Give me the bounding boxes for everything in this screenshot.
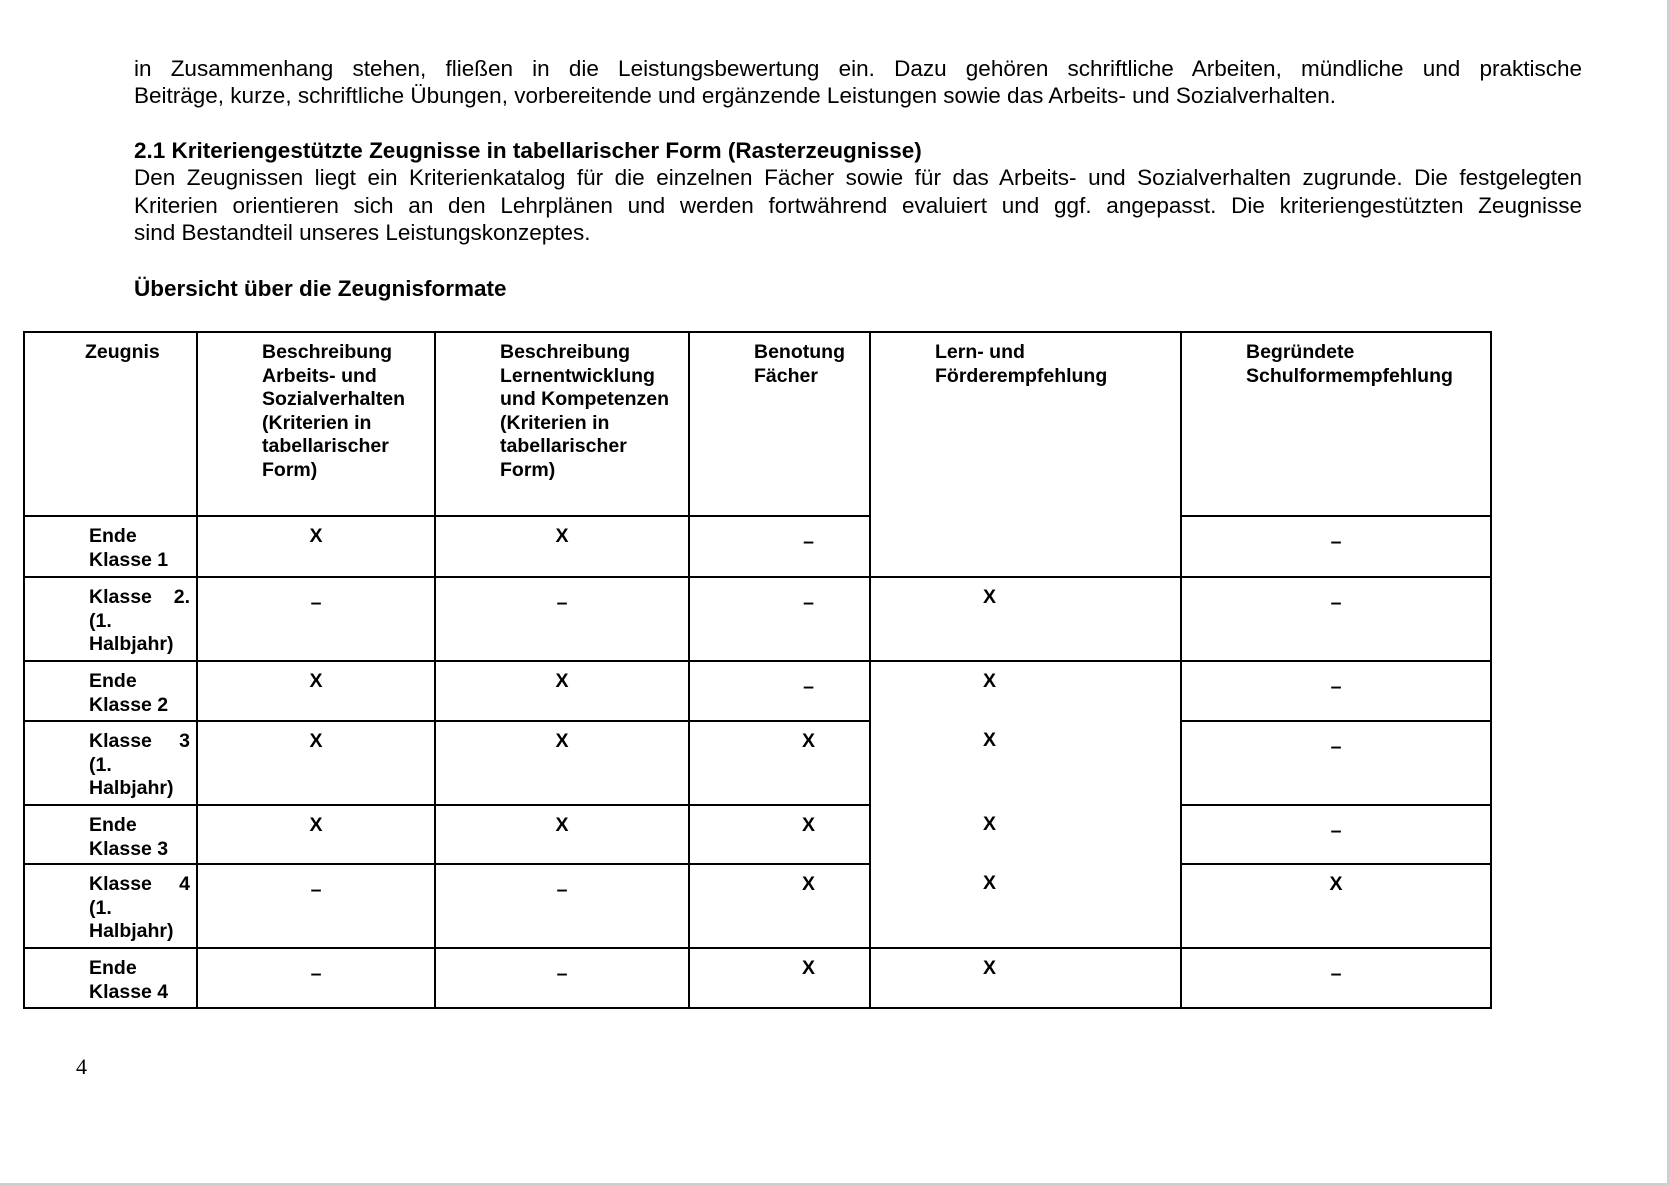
table-cell (1181, 661, 1491, 721)
overview-heading-block (134, 275, 1582, 302)
column-header (24, 332, 197, 516)
header-text-line: tabellarischer (500, 435, 627, 458)
table-cell (689, 721, 870, 805)
row-label-line: Klasse 2 (89, 693, 169, 716)
header-text-line: Lernentwicklung (500, 364, 655, 387)
not-applicable-dash: – (310, 879, 322, 901)
table-row (24, 805, 1491, 864)
table-cell (435, 948, 689, 1008)
row-label (24, 805, 197, 864)
not-applicable-dash: – (1330, 736, 1342, 758)
check-mark-x: X (983, 670, 997, 692)
check-mark-x: X (309, 525, 323, 547)
header-text-line: Zeugnis (85, 341, 160, 363)
check-mark-x: X (983, 872, 997, 894)
table-cell (1181, 577, 1491, 661)
check-mark-x: X (983, 957, 997, 979)
not-applicable-dash: – (1330, 820, 1342, 842)
row-label (24, 864, 197, 948)
table-cell (1181, 721, 1491, 805)
table-cell (435, 721, 689, 805)
table-cell (197, 805, 435, 864)
table-cell (435, 516, 689, 577)
row-label-line: Klasse 4 (89, 873, 190, 895)
header-text-line: Form) (500, 458, 556, 481)
table-cell (870, 721, 1181, 805)
table-cell (689, 948, 870, 1008)
table-cell (197, 577, 435, 661)
check-mark-x: X (555, 525, 569, 547)
section-heading: 2.1 Kriteriengestützte Zeugnisse in tabellarischer Form (Rasterzeugnisse) (134, 138, 922, 163)
row-label-line: (1. (89, 609, 112, 632)
check-mark-x: X (983, 729, 997, 751)
check-mark-x: X (983, 586, 997, 608)
table-cell (870, 516, 1181, 577)
table-row (24, 864, 1491, 948)
row-label-line: Halbjahr) (89, 633, 174, 656)
table-cell (435, 864, 689, 948)
header-text-line: Schulformempfehlung (1246, 364, 1453, 387)
row-label-line: Klasse 3 (89, 837, 169, 860)
header-text-line: Form) (262, 458, 318, 481)
header-text-line: und Kompetenzen (500, 388, 669, 411)
not-applicable-dash: – (1330, 592, 1342, 614)
check-mark-x: X (309, 670, 323, 692)
table-cell (435, 805, 689, 864)
text-line: Den Zeugnissen liegt ein Kriterienkatalog für die einzelnen Fächer sowie für das Arbeits- und Sozialverhalten zugrunde. Die festgelegten (134, 165, 1582, 191)
column-header (1181, 332, 1491, 516)
not-applicable-dash: – (556, 963, 568, 985)
header-text-line: (Kriterien in (500, 411, 610, 434)
table-cell (197, 516, 435, 577)
check-mark-x: X (309, 814, 323, 836)
not-applicable-dash: – (556, 592, 568, 614)
table-cell (870, 948, 1181, 1008)
table-cell (689, 864, 870, 948)
header-text-line: Beschreibung (500, 341, 631, 363)
check-mark-x: X (801, 873, 815, 895)
check-mark-x: X (801, 730, 815, 752)
table-cell (197, 948, 435, 1008)
row-label (24, 661, 197, 721)
row-label-line: Ende (89, 670, 137, 692)
check-mark-x: X (309, 730, 323, 752)
check-mark-x: X (1329, 873, 1343, 895)
not-applicable-dash: – (1330, 531, 1342, 553)
empty-mark (871, 516, 1180, 524)
row-label-line: Halbjahr) (89, 920, 174, 943)
table-row (24, 948, 1491, 1008)
table-cell (197, 864, 435, 948)
table-cell (1181, 948, 1491, 1008)
row-label-line: Klasse 2. (89, 586, 190, 608)
table-cell (689, 516, 870, 577)
row-label-line: Ende (89, 957, 137, 979)
table-row (24, 516, 1491, 577)
row-label-line: (1. (89, 896, 112, 919)
row-label-line: Klasse 4 (89, 980, 169, 1003)
header-text-line: Lern- und (935, 341, 1025, 363)
not-applicable-dash: – (803, 676, 814, 698)
not-applicable-dash: – (556, 879, 568, 901)
table-cell (870, 864, 1181, 948)
header-text-line: Benotung (754, 341, 845, 363)
table-row (24, 577, 1491, 661)
table-cell (1181, 864, 1491, 948)
table-cell (870, 661, 1181, 721)
row-label-line: Ende (89, 814, 137, 836)
row-label (24, 721, 197, 805)
header-text-line: Begründete (1246, 341, 1355, 363)
header-text-line: (Kriterien in (262, 411, 372, 434)
table-cell (1181, 805, 1491, 864)
row-label-line: (1. (89, 753, 112, 776)
check-mark-x: X (801, 957, 815, 979)
row-label (24, 516, 197, 577)
table-cell (689, 577, 870, 661)
table-cell (197, 721, 435, 805)
header-row (24, 332, 1491, 516)
table-cell (870, 577, 1181, 661)
header-text-line: Fächer (754, 364, 818, 387)
page-number: 4 (76, 1054, 87, 1079)
header-text-line: Förderempfehlung (935, 364, 1108, 387)
row-label-line: Halbjahr) (89, 777, 174, 800)
table-cell (435, 661, 689, 721)
check-mark-x: X (555, 730, 569, 752)
check-mark-x: X (801, 814, 815, 836)
header-text-line: Sozialverhalten (262, 388, 406, 411)
table-cell (197, 661, 435, 721)
table-cell (689, 805, 870, 864)
text-line: Kriterien orientieren sich an den Lehrplänen und werden fortwährend evaluiert und ggf. angepasst. Die kriteriengestützten Zeugnisse (134, 192, 1582, 218)
not-applicable-dash: – (1330, 676, 1342, 698)
not-applicable-dash: – (310, 963, 322, 985)
row-label-line: Klasse 3 (89, 730, 190, 752)
table-cell (870, 805, 1181, 864)
row-label-line: Ende (89, 525, 137, 547)
text-line: sind Bestandteil unseres Leistungskonzeptes. (134, 219, 591, 245)
not-applicable-dash: – (803, 531, 814, 553)
header-text-line: Beschreibung (262, 341, 393, 363)
table-cell (435, 577, 689, 661)
text-line: in Zusammenhang stehen, fließen in die Leistungsbewertung ein. Dazu gehören schriftliche Arbeiten, mündliche und praktische (134, 56, 1582, 81)
not-applicable-dash: – (803, 592, 814, 614)
header-text-line: tabellarischer (262, 435, 389, 458)
intro-paragraph (134, 55, 1582, 110)
column-header (689, 332, 870, 516)
column-header (435, 332, 689, 516)
row-label (24, 577, 197, 661)
table-cell (689, 661, 870, 721)
table-row (24, 721, 1491, 805)
column-header (197, 332, 435, 516)
report-formats-table (23, 331, 1492, 1009)
section-2-1 (134, 137, 1582, 246)
check-mark-x: X (983, 813, 997, 835)
header-text-line: Arbeits- und (262, 364, 377, 387)
check-mark-x: X (555, 670, 569, 692)
table-cell (1181, 516, 1491, 577)
not-applicable-dash: – (310, 592, 322, 614)
text-line: Beiträge, kurze, schriftliche Übungen, vorbereitende und ergänzende Leistungen sowie das Arbeits- und Sozialverhalten. (134, 83, 1336, 109)
row-label-line: Klasse 1 (89, 548, 169, 571)
check-mark-x: X (555, 814, 569, 836)
table-row (24, 661, 1491, 721)
overview-heading: Übersicht über die Zeugnisformate (134, 276, 507, 301)
row-label (24, 948, 197, 1008)
not-applicable-dash: – (1330, 963, 1342, 985)
column-header (870, 332, 1181, 516)
